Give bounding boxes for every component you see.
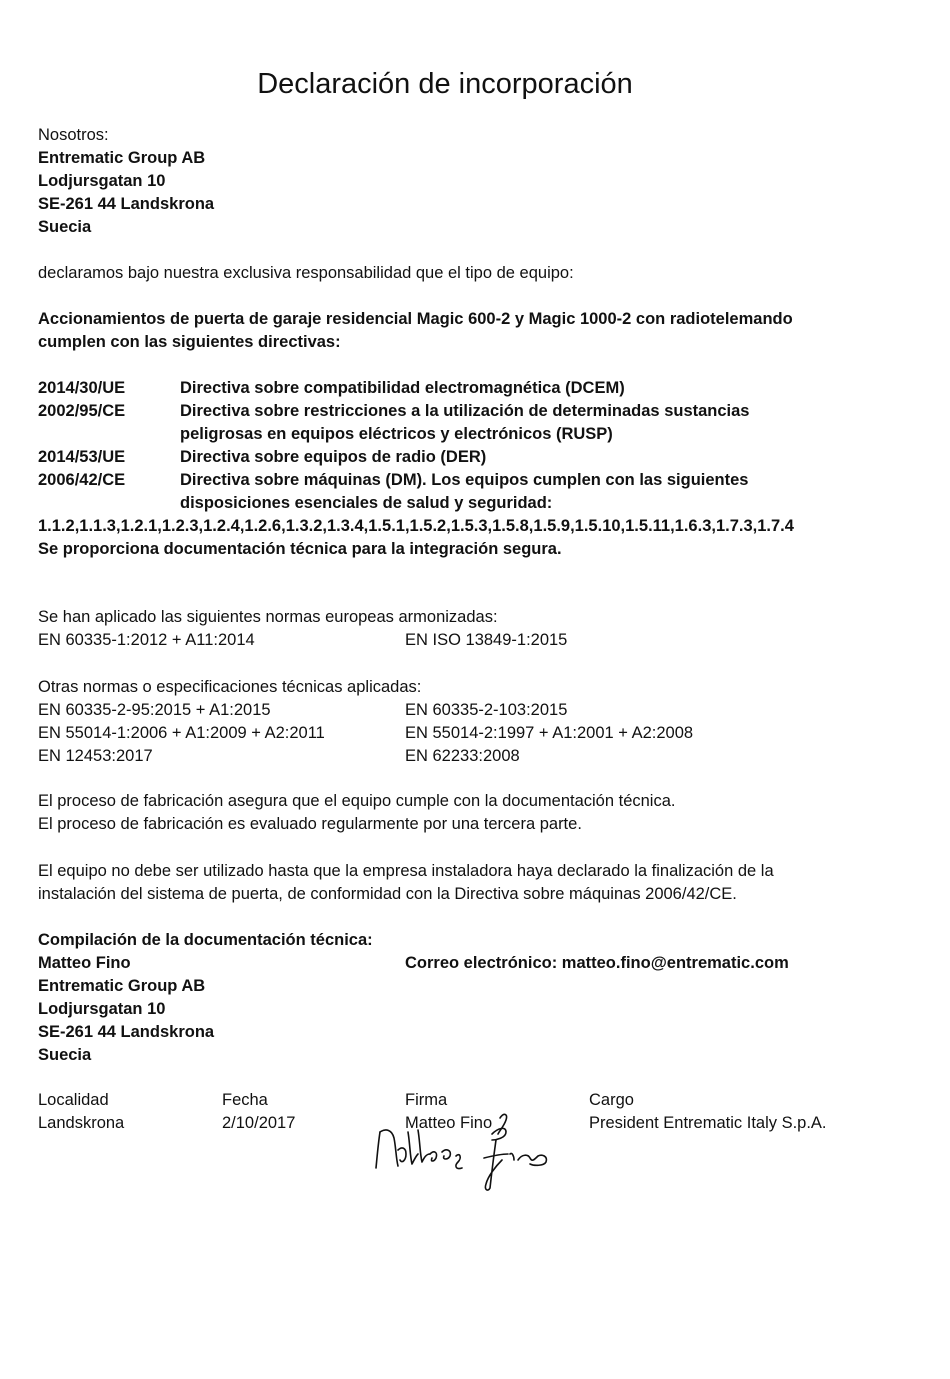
manufacturing-statement — [38, 790, 898, 836]
standard-item: EN 12453:2017 — [38, 747, 153, 765]
manufacturer-block — [38, 124, 898, 239]
compilation-block — [38, 929, 898, 1067]
harmonized-standards — [38, 606, 898, 652]
standard-item: EN ISO 13849-1:2015 — [405, 631, 568, 649]
requirements-list: 1.1.2,1.1.3,1.2.1,1.2.3,1.2.4,1.2.6,1.3.2,1.3.4,1.5.1,1.5.2,1.5.3,1.5.8,1.5.9,1.5.10,1.5.11,1.6.3,1.7.3,1.7.4 — [38, 517, 794, 535]
compilation-email: Correo electrónico: matteo.fino@entrematic.com — [405, 954, 789, 972]
directive-code: 2014/30/UE — [38, 379, 126, 397]
manufacturer-street: Lodjursgatan 10 — [38, 172, 166, 190]
product-statement — [38, 308, 898, 354]
page-title: Declaración de incorporación — [257, 68, 633, 100]
directive-code: 2002/95/CE — [38, 402, 126, 420]
usage-note-line-1: El equipo no debe ser utilizado hasta que la empresa instaladora haya declarado la finalización de la — [38, 862, 774, 880]
standard-item: EN 55014-2:1997 + A1:2001 + A2:2008 — [405, 724, 694, 742]
directive-text: Directiva sobre restricciones a la utilización de determinadas sustancias — [180, 402, 750, 420]
directive-text: peligrosas en equipos eléctricos y electrónicos (RUSP) — [180, 425, 613, 443]
manufacturer-country: Suecia — [38, 218, 92, 236]
directive-row — [38, 400, 898, 446]
standard-item: EN 60335-2-103:2015 — [405, 701, 568, 719]
manufacturer-city: SE-261 44 Landskrona — [38, 195, 215, 213]
place-label: Localidad — [38, 1091, 109, 1109]
standard-item: EN 55014-1:2006 + A1:2009 + A2:2011 — [38, 724, 325, 742]
handwritten-signature — [372, 1110, 557, 1194]
compilation-heading: Compilación de la documentación técnica: — [38, 931, 373, 949]
signatory-name: Matteo Fino — [405, 1114, 493, 1132]
standard-item: EN 60335-2-95:2015 + A1:2015 — [38, 701, 271, 719]
manufacturing-line-2: El proceso de fabricación es evaluado regularmente por una tercera parte. — [38, 815, 582, 833]
directive-code: 2014/53/UE — [38, 448, 126, 466]
directive-row — [38, 469, 898, 515]
technical-doc-note: Se proporciona documentación técnica para la integración segura. — [38, 540, 562, 558]
other-standards-intro: Otras normas o especificaciones técnicas aplicadas: — [38, 678, 422, 696]
usage-note — [38, 860, 898, 906]
declaration-intro: declaramos bajo nuestra exclusiva responsabilidad que el tipo de equipo: — [38, 264, 574, 282]
product-statement-line-1: Accionamientos de puerta de garaje residencial Magic 600-2 y Magic 1000-2 con radiotelemando — [38, 310, 793, 328]
place-value: Landskrona — [38, 1114, 125, 1132]
position-label: Cargo — [589, 1091, 634, 1109]
signature-label: Firma — [405, 1091, 448, 1109]
date-value: 2/10/2017 — [222, 1114, 296, 1132]
standard-item: EN 60335-1:2012 + A11:2014 — [38, 631, 255, 649]
directive-text: Directiva sobre equipos de radio (DER) — [180, 448, 487, 466]
product-statement-line-2: cumplen con las siguientes directivas: — [38, 333, 341, 351]
other-standards — [38, 676, 898, 768]
directive-code: 2006/42/CE — [38, 471, 126, 489]
standard-item: EN 62233:2008 — [405, 747, 520, 765]
directive-text: Directiva sobre máquinas (DM). Los equipos cumplen con las siguientes — [180, 471, 749, 489]
compilation-name: Matteo Fino — [38, 954, 131, 972]
directive-text: Directiva sobre compatibilidad electromagnética (DCEM) — [180, 379, 625, 397]
directive-row — [38, 377, 898, 400]
harmonized-intro: Se han aplicado las siguientes normas europeas armonizadas: — [38, 608, 498, 626]
directive-text: disposiciones esenciales de salud y seguridad: — [180, 494, 553, 512]
compilation-street: Lodjursgatan 10 — [38, 1000, 166, 1018]
compilation-company: Entrematic Group AB — [38, 977, 206, 995]
manufacturer-intro: Nosotros: — [38, 126, 109, 144]
manufacturing-line-1: El proceso de fabricación asegura que el equipo cumple con la documentación técnica. — [38, 792, 676, 810]
directive-row — [38, 446, 898, 469]
directives-list — [38, 377, 898, 561]
usage-note-line-2: instalación del sistema de puerta, de conformidad con la Directiva sobre máquinas 2006/42/CE. — [38, 885, 737, 903]
date-label: Fecha — [222, 1091, 268, 1109]
compilation-country: Suecia — [38, 1046, 92, 1064]
compilation-city: SE-261 44 Landskrona — [38, 1023, 215, 1041]
manufacturer-name: Entrematic Group AB — [38, 149, 206, 167]
position-value: President Entrematic Italy S.p.A. — [589, 1114, 827, 1132]
